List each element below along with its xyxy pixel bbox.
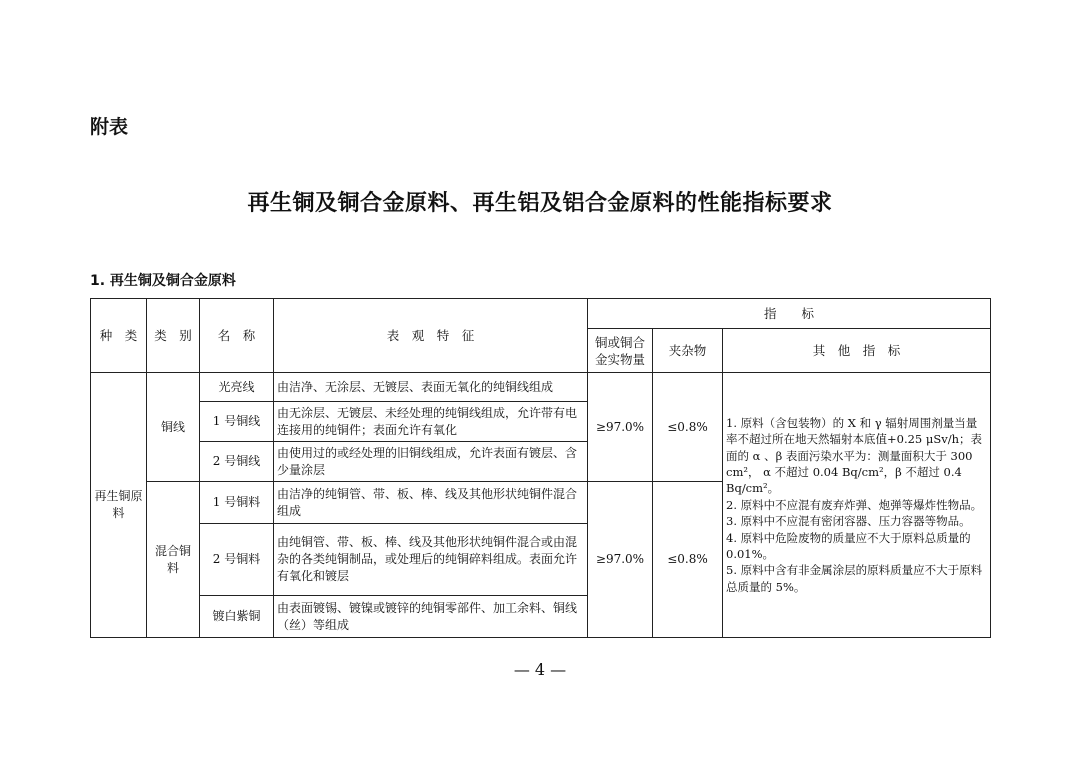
leibie-cell-tongxian: 铜线 [147, 373, 200, 482]
name-cell: 光亮线 [200, 373, 274, 402]
leibie-cell-hunhe: 混合铜料 [147, 482, 200, 638]
jiazawu-value-cell: ≤0.8% [653, 373, 723, 482]
header-biaoguan: 表 观 特 征 [274, 299, 588, 373]
other-indicator-item: 1. 原料（含包装物）的 X 和 γ 辐射周围剂量当量率不超过所在地天然辐射本底值+0.25 μSv/h；表面的 α 、β 表面污染水平为：测量面积大于 300 cm²， α 不超过 0.04 Bq/cm²，β 不超过 0.4 Bq/cm²。 [726, 415, 983, 496]
other-indicator-item: 2. 原料中不应混有废弃炸弹、炮弹等爆炸性物品。 [726, 497, 983, 512]
table-row [91, 373, 991, 402]
tong-value-cell: ≥97.0% [588, 482, 653, 638]
desc-cell: 由洁净的纯铜管、带、板、棒、线及其他形状纯铜件混合组成 [274, 482, 588, 524]
desc-cell: 由表面镀锡、镀镍或镀锌的纯铜零部件、加工余料、铜线（丝）等组成 [274, 596, 588, 638]
name-cell: 1 号铜线 [200, 402, 274, 442]
header-qita: 其 他 指 标 [723, 329, 991, 373]
other-indicator-item: 4. 原料中危险废物的质量应不大于原料总质量的 0.01%。 [726, 530, 971, 562]
appendix-label: 附表 [90, 116, 129, 138]
desc-cell: 由纯铜管、带、板、棒、线及其他形状纯铜件混合或由混杂的各类纯铜制品，或处理后的纯铜碎料组成。表面允许有氧化和镀层 [274, 524, 588, 596]
header-zhibiao: 指 标 [588, 299, 991, 329]
jiazawu-value-cell: ≤0.8% [653, 482, 723, 638]
page-title: 再生铜及铜合金原料、再生铝及铝合金原料的性能指标要求 [247, 191, 833, 216]
tong-value-cell: ≥97.0% [588, 373, 653, 482]
other-indicators-cell [723, 373, 991, 638]
header-zhonglei: 种 类 [91, 299, 147, 373]
desc-cell: 由无涂层、无镀层、未经处理的纯铜线组成，允许带有电连接用的纯铜件；表面允许有氧化 [274, 402, 588, 442]
zhonglei-cell: 再生铜原料 [91, 373, 147, 638]
header-tong: 铜或铜合金实物量 [588, 329, 653, 373]
desc-cell: 由使用过的或经处理的旧铜线组成，允许表面有镀层、含少量涂层 [274, 442, 588, 482]
header-mingcheng: 名 称 [200, 299, 274, 373]
name-cell: 1 号铜料 [200, 482, 274, 524]
name-cell: 镀白紫铜 [200, 596, 274, 638]
header-jiazawu: 夹杂物 [653, 329, 723, 373]
spec-table [90, 298, 991, 638]
other-indicator-item: 5. 原料中含有非金属涂层的原料质量应不大于原料总质量的 5%。 [726, 563, 983, 594]
page-number: — 4 — [513, 660, 567, 679]
other-indicator-item: 3. 原料中不应混有密闭容器、压力容器等物品。 [726, 514, 971, 529]
desc-cell: 由洁净、无涂层、无镀层、表面无氧化的纯铜线组成 [274, 373, 588, 402]
section-title: 1. 再生铜及铜合金原料 [90, 273, 236, 289]
name-cell: 2 号铜料 [200, 524, 274, 596]
name-cell: 2 号铜线 [200, 442, 274, 482]
header-leibie: 类 别 [147, 299, 200, 373]
